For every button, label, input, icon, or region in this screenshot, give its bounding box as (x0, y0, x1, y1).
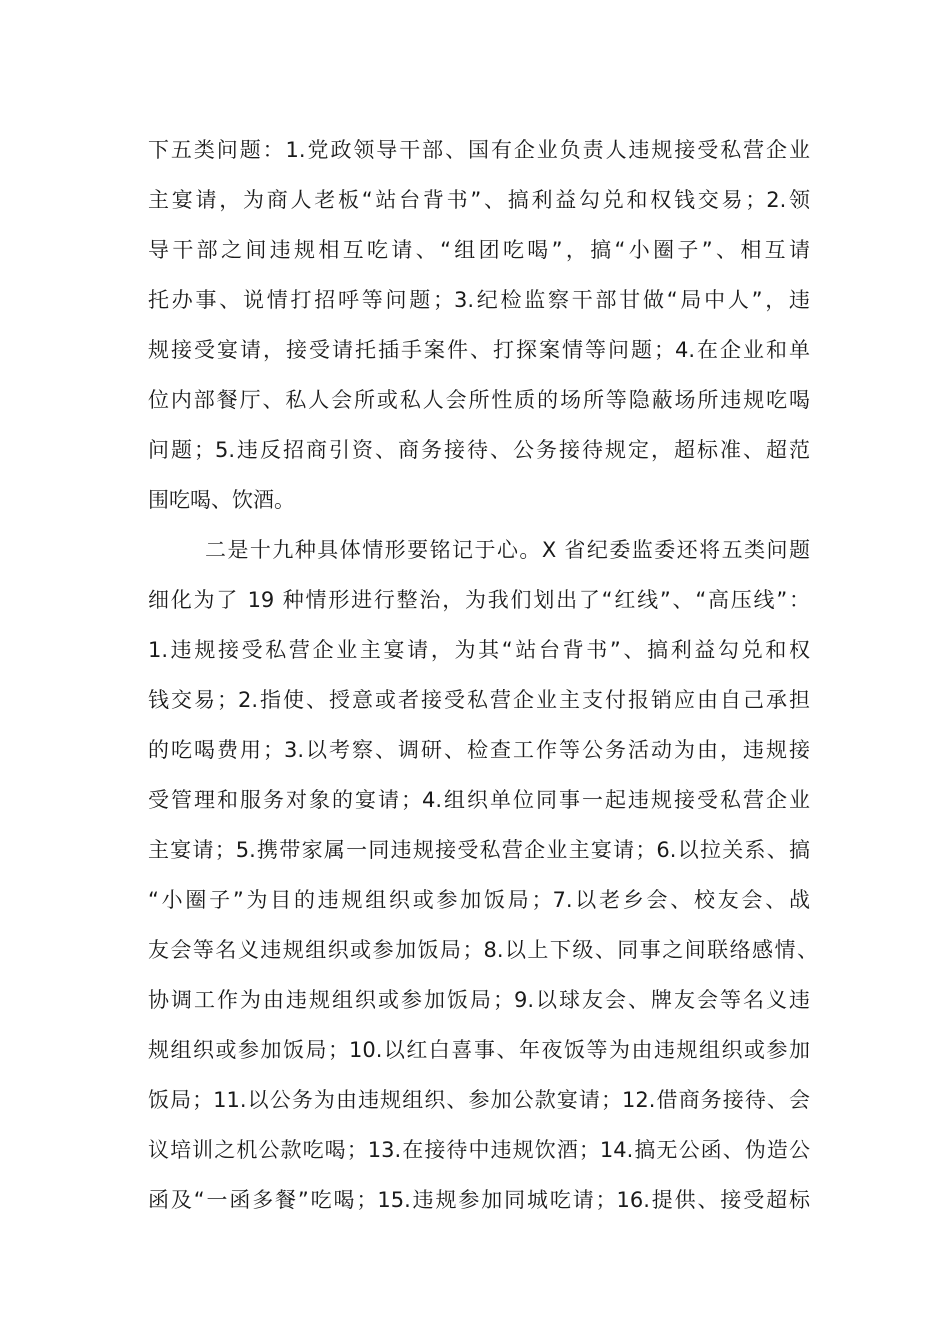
paragraph-2-line-8: “小圈子”为目的违规组织或参加饭局；7.以老乡会、校友会、战 (148, 888, 810, 912)
paragraph-2-line-3: 1.违规接受私营企业主宴请，为其“站台背书”、搞利益勾兑和权 (148, 638, 810, 662)
paragraph-2-line-9: 友会等名义违规组织或参加饭局；8.以上下级、同事之间联络感情、 (148, 938, 818, 962)
paragraph-1-line-7: 问题；5.违反招商引资、商务接待、公务接待规定，超标准、超范 (148, 438, 810, 462)
paragraph-2-line-5: 的吃喝费用；3.以考察、调研、检查工作等公务活动为由，违规接 (148, 738, 810, 762)
paragraph-2-line-7: 主宴请；5.携带家属一同违规接受私营企业主宴请；6.以拉关系、搞 (148, 838, 810, 862)
paragraph-2-line-6: 受管理和服务对象的宴请；4.组织单位同事一起违规接受私营企业 (148, 788, 810, 812)
paragraph-2-line-4: 钱交易；2.指使、授意或者接受私营企业主支付报销应由自己承担 (148, 688, 810, 712)
paragraph-1-line-6: 位内部餐厅、私人会所或私人会所性质的场所等隐蔽场所违规吃喝 (148, 388, 810, 412)
paragraph-1-line-3: 导干部之间违规相互吃请、“组团吃喝”，搞“小圈子”、相互请 (148, 238, 810, 262)
paragraph-1-line-8: 围吃喝、饮酒。 (148, 488, 295, 512)
paragraph-1-line-5: 规接受宴请，接受请托插手案件、打探案情等问题；4.在企业和单 (148, 338, 810, 362)
paragraph-2-line-2: 细化为了 19 种情形进行整治，为我们划出了“红线”、“高压线”： (148, 588, 810, 612)
paragraph-1-line-2: 主宴请，为商人老板“站台背书”、搞利益勾兑和权钱交易；2.领 (148, 188, 810, 212)
paragraph-2-line-14: 函及“一函多餐”吃喝；15.违规参加同城吃请；16.提供、接受超标 (148, 1188, 810, 1212)
paragraph-1-line-4: 托办事、说情打招呼等问题；3.纪检监察干部甘做“局中人”，违 (148, 288, 810, 312)
paragraph-2-line-13: 议培训之机公款吃喝；13.在接待中违规饮酒；14.搞无公函、伪造公 (148, 1138, 810, 1162)
paragraph-2-line-12: 饭局；11.以公务为由违规组织、参加公款宴请；12.借商务接待、会 (148, 1088, 810, 1112)
paragraph-2-line-10: 协调工作为由违规组织或参加饭局；9.以球友会、牌友会等名义违 (148, 988, 810, 1012)
paragraph-2-line-11: 规组织或参加饭局；10.以红白喜事、年夜饭等为由违规组织或参加 (148, 1038, 810, 1062)
paragraph-1-line-1: 下五类问题：1.党政领导干部、国有企业负责人违规接受私营企业 (148, 138, 810, 162)
paragraph-2-line-1: 二是十九种具体情形要铭记于心。X 省纪委监委还将五类问题 (205, 538, 810, 562)
